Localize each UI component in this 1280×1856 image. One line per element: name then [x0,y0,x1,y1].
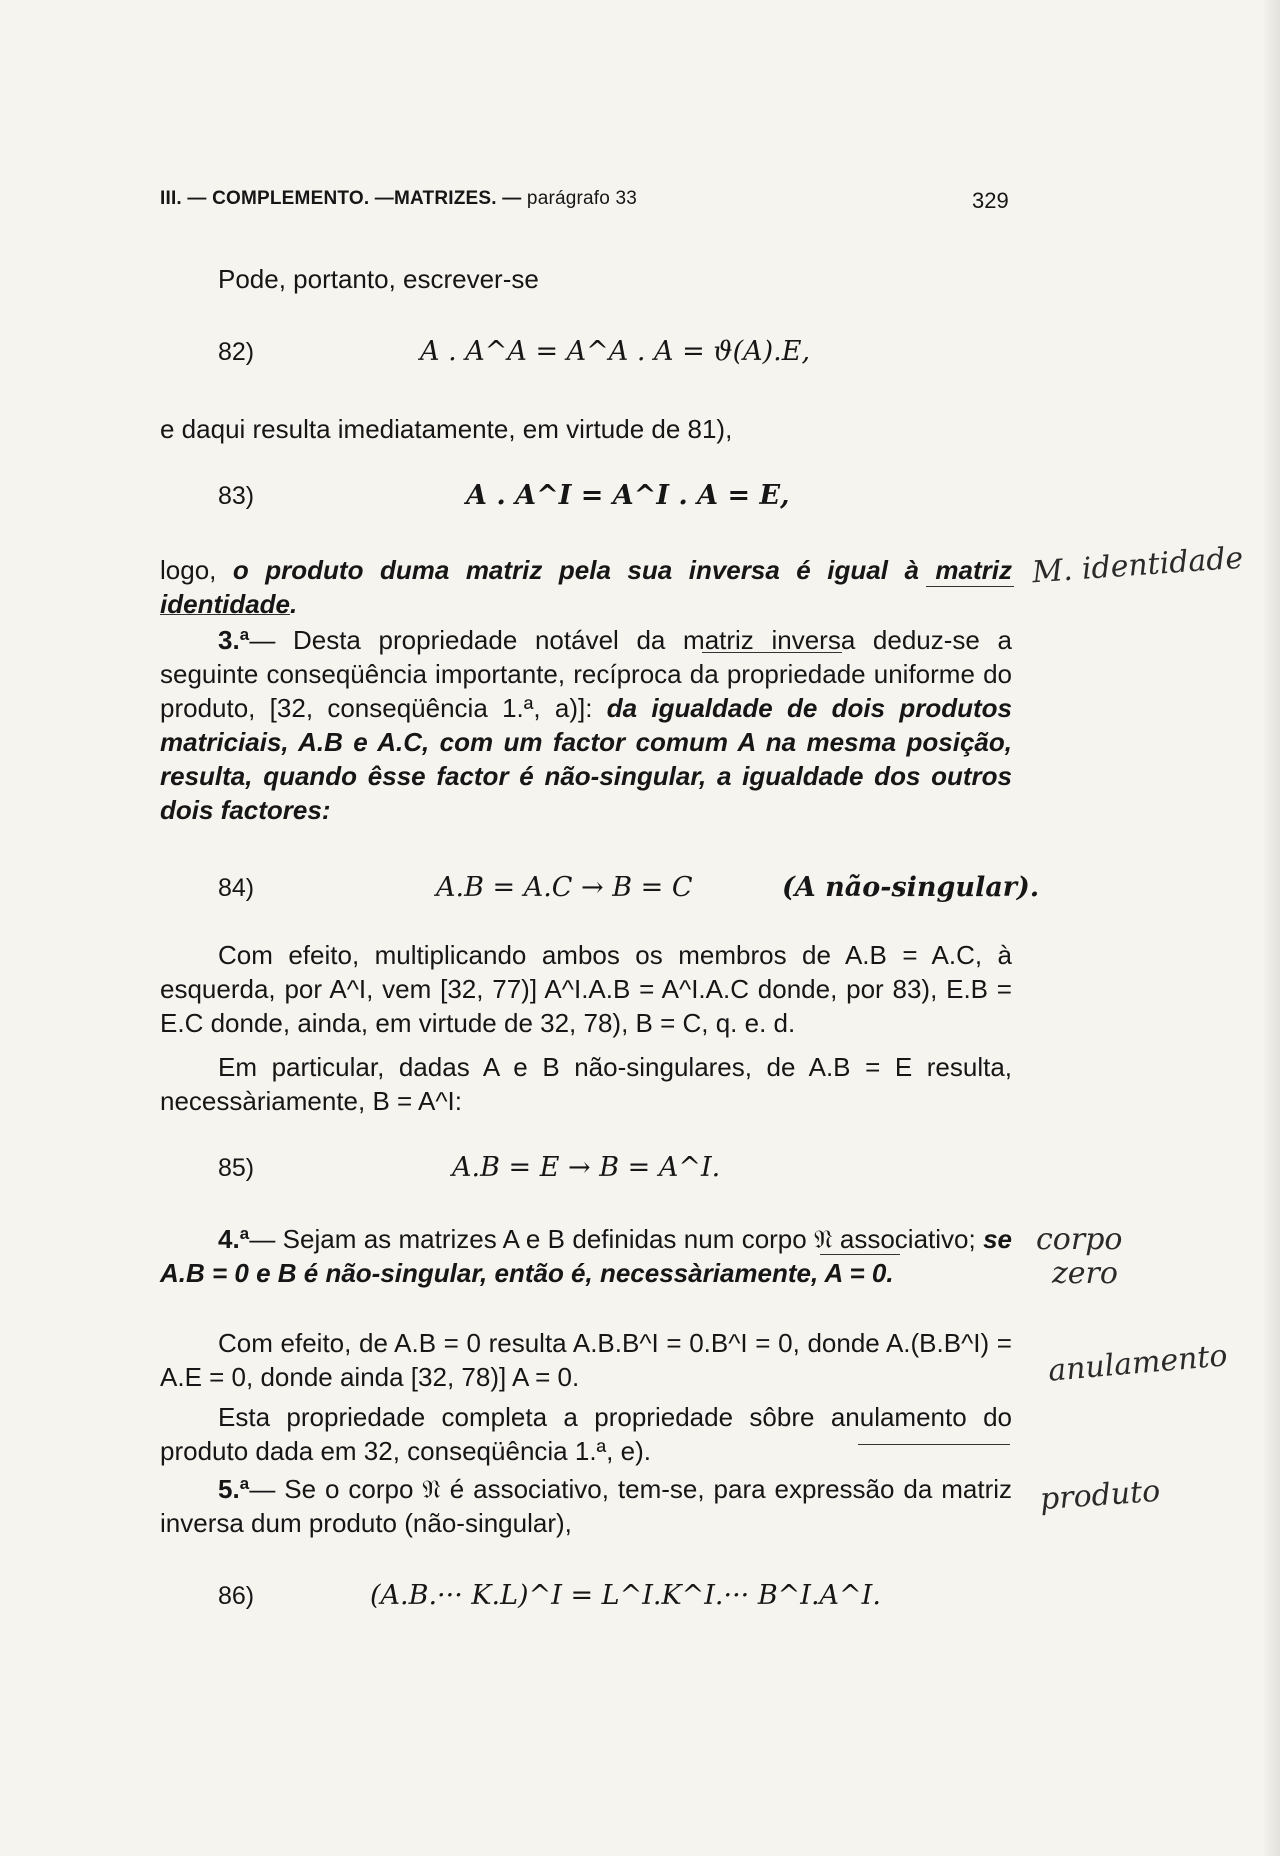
paragraph-property-5 [160,1472,1012,1540]
page-edge-shadow [1262,0,1280,1856]
paragraph-anulamento: Esta propriedade completa a propriedade sôbre anulamento do produto dada em 32, conseqüência 1.ª, e). [160,1402,1012,1466]
paragraph-property-4-statement: se A.B = 0 e B é não-singular, então é, necessàriamente, A = 0. [160,1224,1012,1288]
equation-83-number: 83) [218,482,255,510]
equation-82: A . A^A = A^A . A = ϑ(A).E, [420,336,811,367]
paragraph-property-3-text: — Desta propriedade notável da matriz inversa deduz-se a seguinte conseqüência importante, recíproca da propriedade uniforme do produto, [32, conseqüência 1.ª, a)]: [160,625,1012,723]
margin-note-produto: produto [1038,1473,1162,1518]
paragraph-intro: Pode, portanto, escrever-se [218,264,539,294]
margin-note-zero: zero [1052,1256,1118,1291]
equation-84-number: 84) [218,874,255,902]
underline-corpo [820,1254,900,1255]
equation-86-number: 86) [218,1582,255,1610]
paragraph-property-4 [160,1222,1012,1290]
item-number-4: 4.ª [218,1224,250,1254]
equation-85-number: 85) [218,1154,255,1182]
margin-note-identidade: M. identidade [1031,540,1245,591]
paragraph-property-3 [160,623,1012,827]
underline-matriz-inversa [702,652,842,653]
margin-note-anulamento: anulamento [1046,1338,1229,1389]
paragraph-property-4-text: — Sejam as matrizes A e B definidas num corpo 𝔑 associativo; [249,1224,984,1254]
equation-84: A.B = A.C → B = C [436,872,693,903]
paragraph-property-3-statement: da igualdade de dois produtos matriciais, A.B e A.C, com um factor comum A na mesma posição, resulta, quando êsse factor é não-singular, a igualdade dos outros dois factores: [160,693,1012,825]
equation-84-condition: (A não-singular). [782,872,1040,903]
paragraph-particular-case: Em particular, dadas A e B não-singulares, de A.B = E resulta, necessàriamente, B = A^I: [160,1052,1012,1116]
header-section: parágrafo 33 [526,188,638,209]
item-number-5: 5.ª [218,1474,250,1504]
item-number-3: 3.ª [218,625,250,655]
equation-86: (A.B.··· K.L)^I = L^I.K^I.··· B^I.A^I. [370,1580,881,1611]
paragraph-inverse-identity-lead: logo, [160,555,233,585]
paragraph-property-5-text: — Se o corpo 𝔑 é associativo, tem-se, para expressão da matriz inversa dum produto (não-singular), [160,1474,1012,1538]
running-header [160,188,637,210]
margin-note-corpo: corpo [1036,1222,1123,1257]
paragraph-proof-84: Com efeito, multiplicando ambos os membros de A.B = A.C, à esquerda, por A^I, vem [32, 77)] A^I.A.B = A^I.A.C donde, por 83), E.B = E.C donde, ainda, em virtude de 32, 78), B = C, q. e. d. [160,940,1012,1038]
underline-matriz [926,586,1014,587]
paragraph-inverse-identity [160,553,1012,621]
underline-identidade [160,614,290,615]
paragraph-inverse-identity-statement: o produto duma matriz pela sua inversa é igual à matriz identidade. [160,555,1012,619]
paragraph-consequence: e daqui resulta imediatamente, em virtude de 81), [160,414,733,444]
equation-85: A.B = E → B = A^I. [452,1152,721,1183]
page-number: 329 [972,188,1009,213]
underline-anulamento [858,1444,1010,1445]
header-title: III. — COMPLEMENTO. —MATRIZES. — [160,188,522,209]
equation-82-number: 82) [218,338,255,366]
equation-83: A . A^I = A^I . A = E, [466,480,790,511]
paragraph-proof-property-4: Com efeito, de A.B = 0 resulta A.B.B^I = 0.B^I = 0, donde A.(B.B^I) = A.E = 0, donde ainda [32, 78)] A = 0. [160,1328,1012,1392]
